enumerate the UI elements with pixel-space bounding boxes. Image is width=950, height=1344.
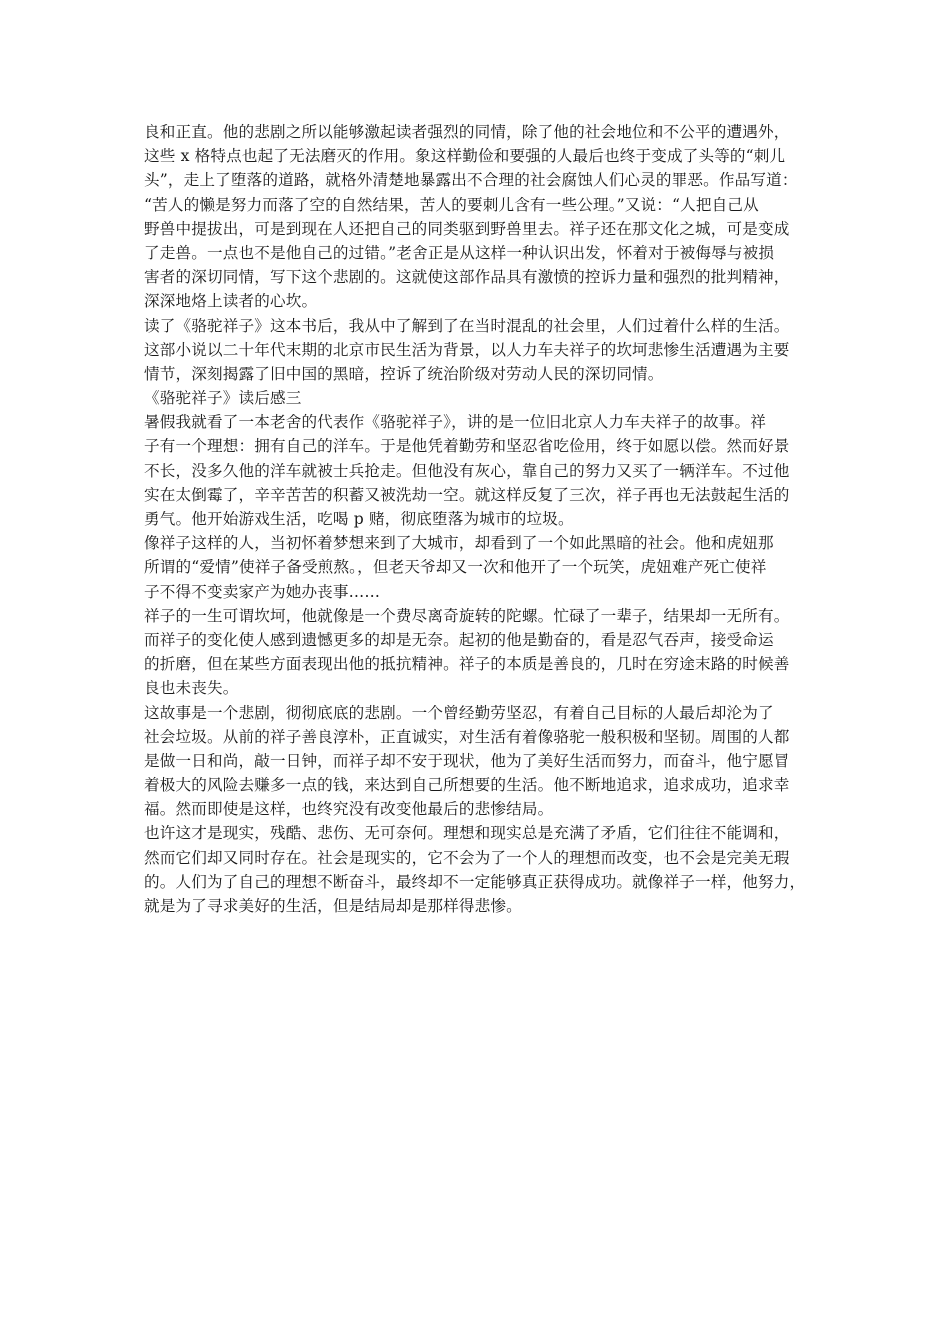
text-line: 福。然而即使是这样，也终究没有改变他最后的悲惨结局。 xyxy=(144,800,554,819)
text-line: 读了《骆驼祥子》这本书后，我从中了解到了在当时混乱的社会里，人们过着什么样的生活。 xyxy=(144,316,790,335)
text-line: 这些 x 格特点也起了无法磨灭的作用。象这样勤俭和要强的人最后也终于变成了头等的“刺儿 xyxy=(144,147,786,166)
text-line: 子有一个理想：拥有自己的洋车。于是他凭着勤劳和坚忍省吃俭用，终于如愿以偿。然而好景 xyxy=(144,437,790,456)
text-line: 勇气。他开始游戏生活，吃喝 p 赌，彻底堕落为城市的垃圾。 xyxy=(144,510,574,528)
text-line: 了走兽。一点也不是他自己的过错。”老舍正是从这样一种认识出发，怀着对于被侮辱与被损 xyxy=(144,243,775,262)
text-line: 然而它们却又同时存在。社会是现实的，它不会为了一个人的理想而改变，也不会是完美无瑕 xyxy=(144,848,790,867)
text-line: 子不得不变卖家产为她办丧事…… xyxy=(144,582,381,601)
text-line: 深深地烙上读者的心坎。 xyxy=(144,292,318,311)
text-line: 《骆驼祥子》读后感三 xyxy=(144,389,302,408)
text-line: 社会垃圾。从前的祥子善良淳朴，正直诚实，对生活有着像骆驼一般积极和坚韧。周围的人都 xyxy=(144,727,790,746)
text-line: 像祥子这样的人，当初怀着梦想来到了大城市，却看到了一个如此黑暗的社会。他和虎妞那 xyxy=(144,534,774,553)
text-line: 野兽中提拔出，可是到现在人还把自己的同类驱到野兽里去。祥子还在那文化之城，可是变成 xyxy=(144,219,790,238)
text-line: 所谓的“爱情”使祥子备受煎熬。，但老天爷却又一次和他开了一个玩笑，虎妞难产死亡使祥 xyxy=(144,558,767,577)
text-line: 就是为了寻求美好的生活，但是结局却是那样得悲惨。 xyxy=(144,897,522,915)
text-line: “苦人的懒是努力而落了空的自然结果，苦人的要刺儿含有一些公理。”又说：“人把自己从 xyxy=(144,195,759,214)
text-line: 良和正直。他的悲剧之所以能够激起读者强烈的同情，除了他的社会地位和不公平的遭遇外， xyxy=(144,123,790,141)
text-line: 也许这才是现实，残酷、悲伤、无可奈何。理想和现实总是充满了矛盾，它们往往不能调和， xyxy=(144,824,790,843)
text-line: 着极大的风险去赚多一点的钱，来达到自己所想要的生活。他不断地追求，追求成功，追求幸 xyxy=(144,776,790,795)
text-line: 情节，深刻揭露了旧中国的黑暗，控诉了统治阶级对劳动人民的深切同情。 xyxy=(144,364,664,383)
text-line: 不长，没多久他的洋车就被士兵抢走。但他没有灰心，靠自己的努力又买了一辆洋车。不过他 xyxy=(144,461,790,480)
text-line: 实在太倒霉了，辛辛苦苦的积蓄又被洗劫一空。就这样反复了三次，祥子再也无法鼓起生活的 xyxy=(144,485,790,504)
text-line: 的折磨，但在某些方面表现出他的抵抗精神。祥子的本质是善良的，几时在穷途末路的时候善 xyxy=(144,655,790,674)
text-line: 这故事是一个悲剧，彻彻底底的悲剧。一个曾经勤劳坚忍，有着自己目标的人最后却沦为了 xyxy=(144,703,774,722)
text-line: 的。人们为了自己的理想不断奋斗，最终却不一定能够真正获得成功。就像祥子一样，他努力， xyxy=(144,872,806,891)
text-line: 祥子的一生可谓坎坷，他就像是一个费尽离奇旋转的陀螺。忙碌了一辈子，结果却一无所有。 xyxy=(144,606,790,625)
text-line: 是做一日和尚，敲一日钟，而祥子却不安于现状，他为了美好生活而努力，而奋斗，他宁愿冒 xyxy=(144,751,790,770)
text-line: 暑假我就看了一本老舍的代表作《骆驼祥子》，讲的是一位旧北京人力车夫祥子的故事。祥 xyxy=(144,413,766,432)
text-line: 头”，走上了堕落的道路，就格外清楚地暴露出不合理的社会腐蚀人们心灵的罪恶。作品写道： xyxy=(144,171,798,190)
text-line: 而祥子的变化使人感到遗憾更多的却是无奈。起初的他是勤奋的，看是忍气吞声，接受命运 xyxy=(144,630,774,649)
text-line: 这部小说以二十年代末期的北京市民生活为背景，以人力车夫祥子的坎坷悲惨生活遭遇为主要 xyxy=(144,340,790,359)
text-line: 害者的深切同情，写下这个悲剧的。这就使这部作品具有激愤的控诉力量和强烈的批判精神， xyxy=(144,268,790,287)
document-body xyxy=(144,120,809,918)
text-line: 良也未丧失。 xyxy=(144,679,239,698)
